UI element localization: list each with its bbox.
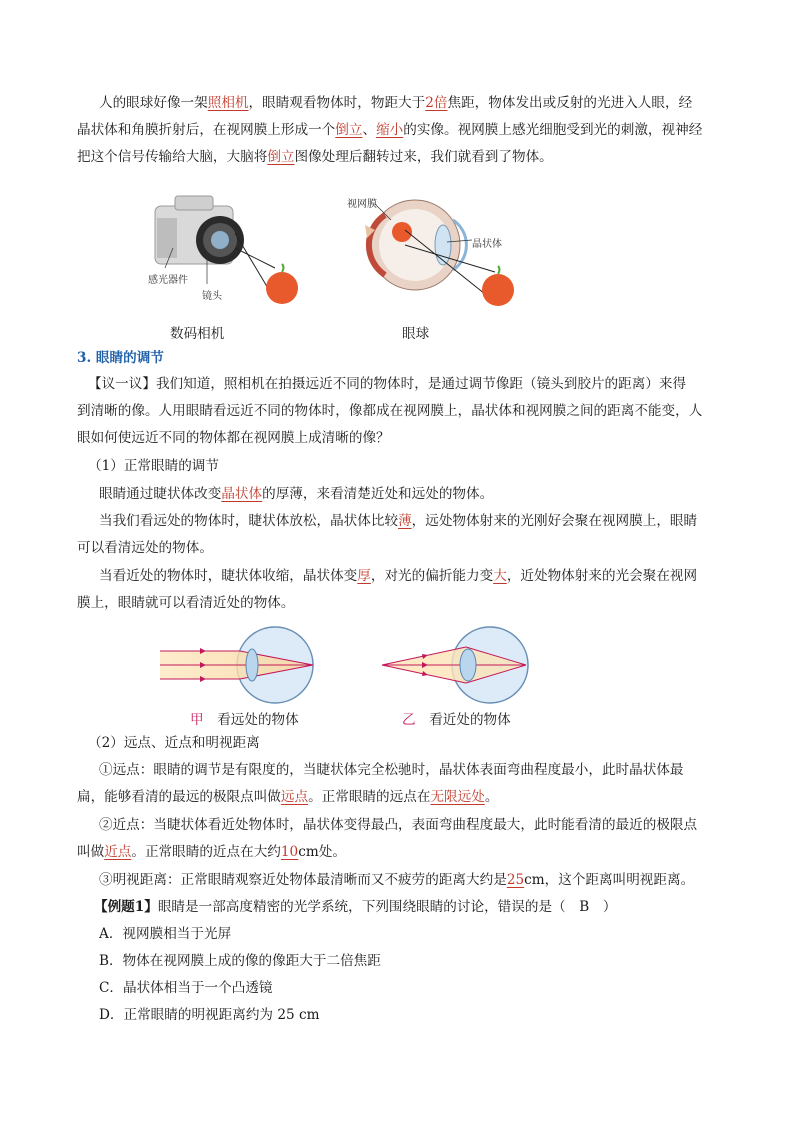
- answer-fill: 缩小: [376, 122, 404, 138]
- lens-label: 镜头: [202, 291, 222, 302]
- option-b: B．物体在视网膜上成的像的像距大于二倍焦距: [99, 953, 381, 969]
- answer-fill: 厚: [357, 568, 371, 584]
- text: 。正常眼睛的远点在: [308, 789, 431, 805]
- text: ，对光的偏折能力变: [370, 568, 494, 584]
- subsection-heading: （1）正常眼睛的调节: [88, 458, 219, 474]
- caption-text: 看近处的物体: [429, 712, 511, 728]
- subsection-heading: （2）远点、近点和明视距离: [88, 735, 260, 751]
- paragraph-line: 眼如何使远近不同的物体都在视网膜上成清晰的像？: [77, 430, 390, 446]
- text: cm，这个距离叫明视距离。: [524, 872, 695, 888]
- text: 眼睛通过睫状体改变: [99, 486, 222, 502]
- option-a: A．视网膜相当于光屏: [99, 926, 232, 942]
- discussion-tag: 【议一议】: [88, 376, 156, 392]
- paragraph-line: [77, 842, 346, 862]
- text: 我们知道，照相机在拍摄远近不同的物体时，是通过调节像距（镜头到胶片的距离）来得: [155, 376, 687, 392]
- paragraph-line: [88, 374, 686, 394]
- paragraph-line: [77, 787, 498, 807]
- text: ③明视距离：正常眼睛观察近处物体最清晰而又不疲劳的距离大约是: [99, 872, 507, 888]
- eyeball-figure: [345, 190, 525, 315]
- paragraph-line: [77, 120, 702, 140]
- answer-fill: 远点: [280, 789, 309, 805]
- crystalline-lens-label: 晶状体: [472, 239, 502, 250]
- caption-tag: 乙: [402, 712, 416, 728]
- paragraph-line: [99, 566, 697, 586]
- paragraph-line: ②近点：当睫状体看近处物体时，晶状体变得最凸，表面弯曲程度最大，此时能看清的最近的极限点: [99, 817, 698, 833]
- answer-fill: 10: [280, 844, 299, 860]
- example-question: [94, 897, 616, 917]
- text: 当我们看远处的物体时，睫状体放松，晶状体比较: [99, 513, 399, 529]
- answer-fill: 无限远处: [430, 789, 485, 805]
- text: 。正常眼睛的近点在大约: [131, 844, 281, 860]
- text: 的实像。视网膜上感光细胞受到光的刺激，视神经: [403, 122, 703, 138]
- caption-text: 看远处的物体: [217, 712, 299, 728]
- text: 晶状体和角膜折射后，在视网膜上形成一个: [77, 122, 336, 138]
- camera-illustration: [145, 188, 305, 313]
- paragraph-line: 可以看清远处的物体。: [77, 540, 213, 556]
- sensor-label: 感光器件: [148, 275, 188, 286]
- eye-near-diagram: [378, 625, 538, 705]
- paragraph-line: [77, 147, 553, 167]
- paragraph-line: [99, 93, 692, 113]
- answer-fill: 薄: [398, 513, 412, 529]
- caption-tag: 甲: [190, 712, 204, 728]
- eye-far-diagram: [160, 625, 360, 705]
- answer-fill: 晶状体: [221, 486, 263, 502]
- option-c: C．晶状体相当于一个凸透镜: [99, 980, 273, 996]
- text: 。: [484, 789, 499, 805]
- text: 当看近处的物体时，睫状体收缩，晶状体变: [99, 568, 358, 584]
- text: 人的眼球好像一架: [99, 95, 208, 111]
- paragraph-line: ①远点：眼睛的调节是有限度的，当睫状体完全松驰时，晶状体表面弯曲程度最小，此时晶状体最: [99, 762, 684, 778]
- text: ，近处物体射来的光会聚在视网: [506, 568, 698, 584]
- paragraph-line: 到清晰的像。人用眼睛看远近不同的物体时，像都成在视网膜上，晶状体和视网膜之间的距离不能变，人: [77, 403, 703, 419]
- text: ，眼睛观看物体时，物距大于: [248, 95, 426, 111]
- text: 叫做: [77, 844, 105, 860]
- example-tag: 【例题1】: [94, 899, 158, 915]
- text: 扁，能够看清的最远的极限点叫做: [77, 789, 281, 805]
- paragraph-line: [99, 511, 697, 531]
- answer-fill: 倒立: [267, 149, 295, 165]
- text: 图像处理后翻转过来，我们就看到了物体。: [294, 149, 553, 165]
- question-text: 眼睛是一部高度精密的光学系统，下列围绕眼睛的讨论，错误的是（ B ）: [157, 899, 617, 915]
- text: ，远处物体射来的光刚好会聚在视网膜上，眼睛: [411, 513, 698, 529]
- camera-figure: [145, 188, 305, 313]
- answer-fill: 2倍: [425, 95, 448, 111]
- text: cm处。: [298, 844, 346, 860]
- answer-fill: 大: [493, 568, 507, 584]
- figure-caption: 眼球: [402, 326, 430, 342]
- text: 的厚薄，来看清楚近处和远处的物体。: [262, 486, 494, 502]
- section-heading: 3. 眼睛的调节: [77, 350, 164, 366]
- retina-label: 视网膜: [347, 199, 377, 210]
- text: 把这个信号传输给大脑，大脑将: [77, 149, 268, 165]
- answer-fill: 25: [506, 872, 525, 888]
- text: 焦距，物体发出或反射的光进入人眼，经: [447, 95, 693, 111]
- answer-fill: 倒立: [335, 122, 363, 138]
- answer-fill: 照相机: [207, 95, 249, 111]
- paragraph-line: 膜上，眼睛就可以看清近处的物体。: [77, 595, 295, 611]
- diagram-caption-far: [190, 708, 299, 728]
- figure-caption: 数码相机: [170, 326, 225, 342]
- option-d: D．正常眼睛的明视距离约为 25 cm: [99, 1007, 320, 1023]
- paragraph-line: [99, 484, 493, 504]
- text: 、: [362, 122, 377, 138]
- answer-fill: 近点: [104, 844, 132, 860]
- paragraph-line: [99, 870, 694, 890]
- diagram-caption-near: [402, 708, 511, 728]
